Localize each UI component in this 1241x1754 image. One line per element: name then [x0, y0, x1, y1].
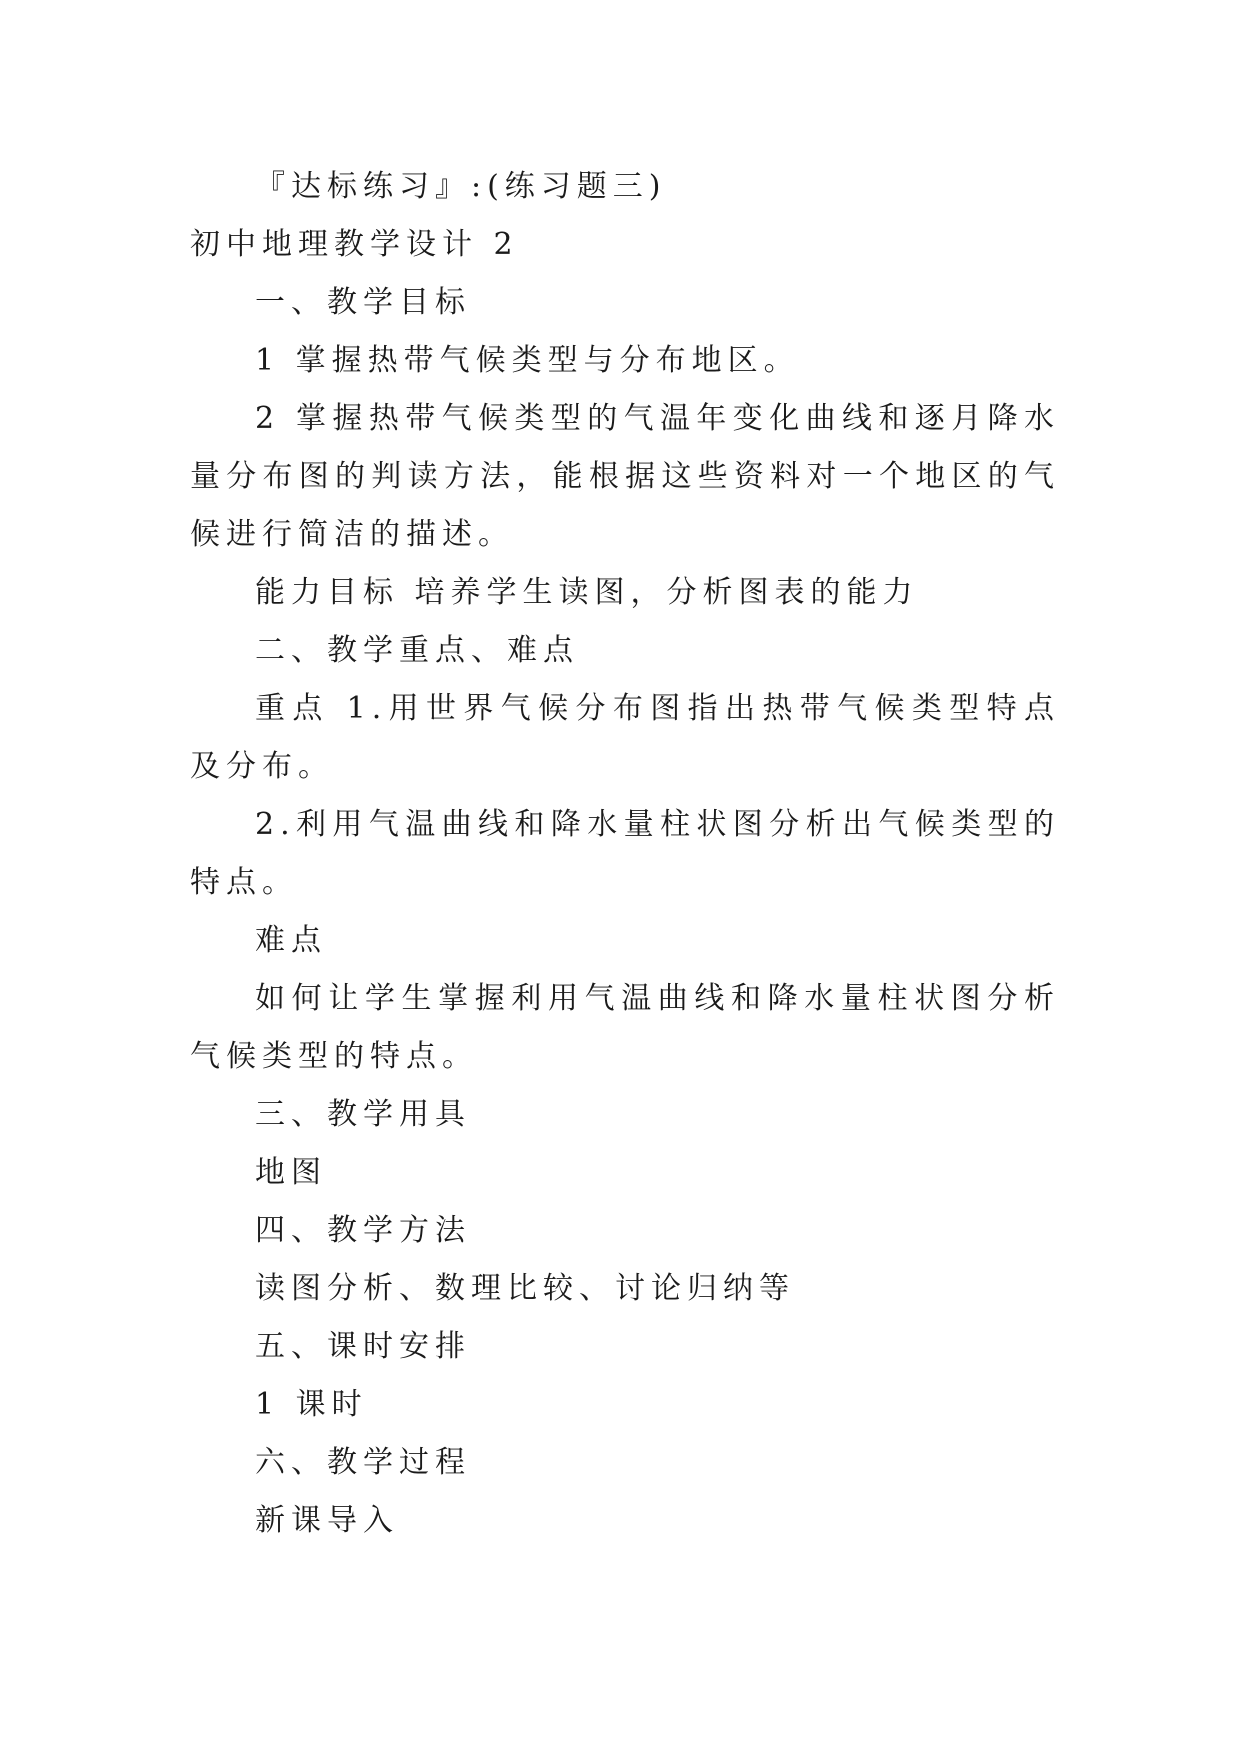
- difficulty-text: 如何让学生掌握利用气温曲线和降水量柱状图分析气候类型的特点。: [190, 981, 1060, 1074]
- section-heading-schedule: 五、课时安排: [255, 1329, 471, 1364]
- section-heading-key-points: 二、教学重点、难点: [255, 633, 579, 668]
- methods-text: 读图分析、数理比较、讨论归纳等: [255, 1271, 795, 1306]
- objective-item-2: 2 掌握热带气候类型的气温年变化曲线和逐月降水量分布图的判读方法，能根据这些资料对一个地区的气候进行简洁的描述。: [190, 401, 1060, 552]
- document-page: [190, 158, 1060, 1550]
- tools-text: 地图: [255, 1155, 327, 1190]
- objective-item-1: 1 掌握热带气候类型与分布地区。: [255, 343, 800, 378]
- section-heading-process: 六、教学过程: [255, 1445, 471, 1480]
- document-title: 初中地理教学设计 2: [190, 227, 519, 262]
- section-heading-objectives: 一、教学目标: [255, 285, 471, 320]
- section-heading-tools: 三、教学用具: [255, 1097, 471, 1132]
- exercise-heading: 『达标练习』:(练习题三): [255, 169, 667, 204]
- schedule-text: 1 课时: [255, 1387, 368, 1422]
- key-point-1: 重点 1.用世界气候分布图指出热带气候类型特点及分布。: [190, 691, 1060, 784]
- difficulty-heading: 难点: [255, 923, 327, 958]
- section-heading-methods: 四、教学方法: [255, 1213, 471, 1248]
- ability-objective: 能力目标 培养学生读图，分析图表的能力: [255, 575, 919, 610]
- process-intro: 新课导入: [255, 1503, 399, 1538]
- key-point-2: 2.利用气温曲线和降水量柱状图分析出气候类型的特点。: [190, 807, 1060, 900]
